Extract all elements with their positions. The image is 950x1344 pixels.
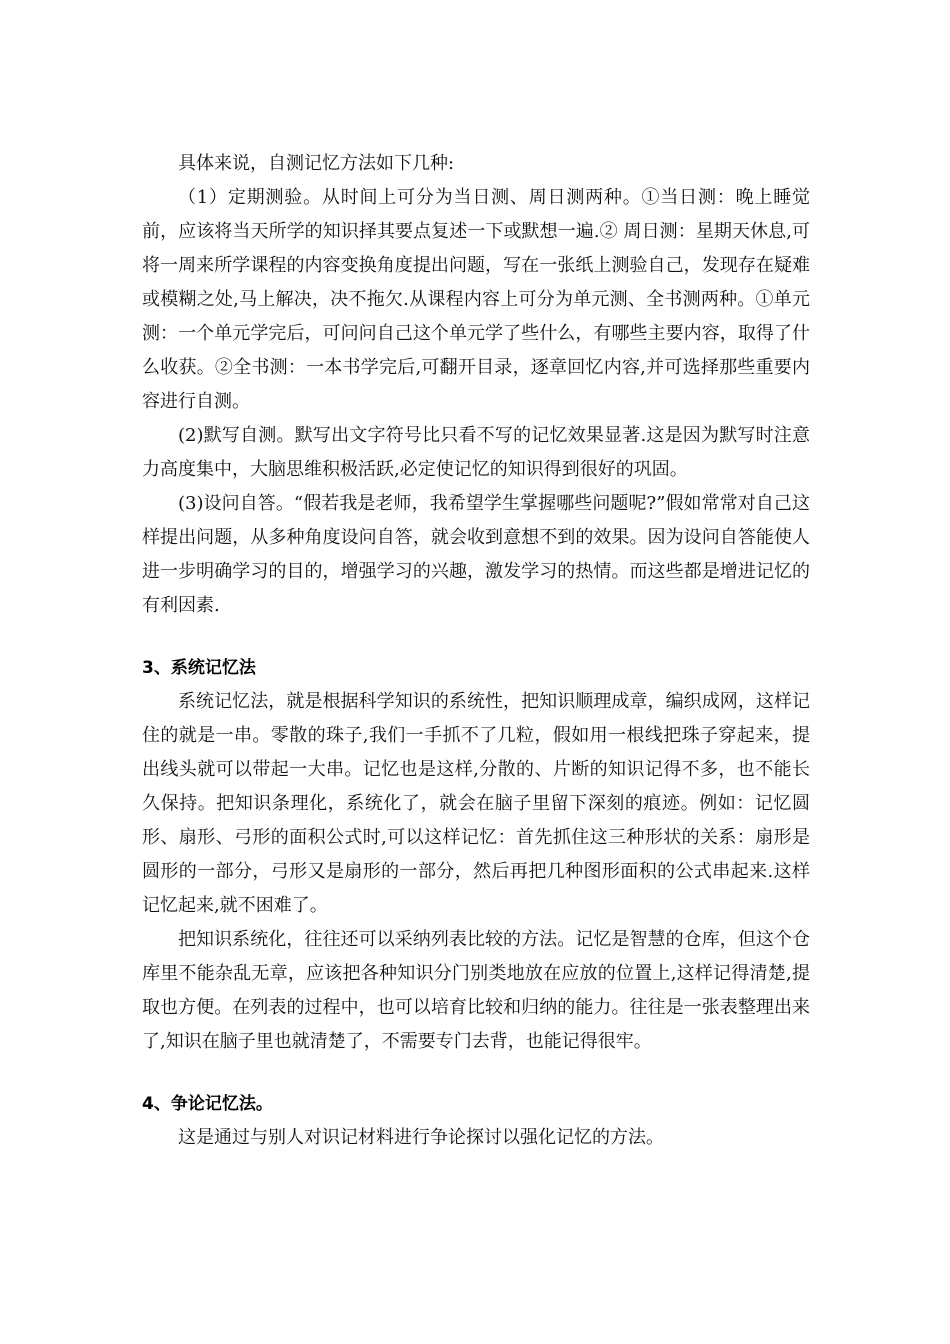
method-self-question-paragraph: (3)设问自答。“假若我是老师，我希望学生掌握哪些问题呢?”假如常常对自己这样提出问题，从多种角度设问自答，就会收到意想不到的效果。因为设问自答能使人进一步明确学习的目的，增强学习的兴趣，激发学习的热情。而这些都是增进记忆的有利因素. [142, 493, 810, 616]
section-spacer [142, 623, 810, 651]
section-spacer [142, 1059, 810, 1087]
document-body [142, 147, 810, 1155]
section-heading-system-memory: 3、系统记忆法 [142, 658, 256, 678]
intro-paragraph: 具体来说，自测记忆方法如下几种: [178, 153, 455, 174]
section-heading-debate-memory: 4、争论记忆法。 [142, 1094, 273, 1114]
system-memory-paragraph-2: 把知识系统化，往往还可以采纳列表比较的方法。记忆是智慧的仓库，但这个仓库里不能杂乱无章，应该把各种知识分门别类地放在应放的位置上,这样记得清楚,提取也方便。在列表的过程中，也可以培育比较和归纳的能力。往往是一张表整理出来了,知识在脑子里也就清楚了，不需要专门去背，也能记得很牢。 [142, 929, 810, 1052]
system-memory-paragraph-1: 系统记忆法，就是根据科学知识的系统性，把知识顺理成章，编织成网，这样记住的就是一串。零散的珠子,我们一手抓不了几粒，假如用一根线把珠子穿起来，提出线头就可以带起一大串。记忆也是这样,分散的、片断的知识记得不多，也不能长久保持。把知识条理化，系统化了，就会在脑子里留下深刻的痕迹。例如：记忆圆形、扇形、弓形的面积公式时,可以这样记忆：首先抓住这三种形状的关系：扇形是圆形的一部分，弓形又是扇形的一部分，然后再把几种图形面积的公式串起来.这样记忆起来,就不困难了。 [142, 691, 810, 916]
method-regular-test-paragraph: （1）定期测验。从时间上可分为当日测、周日测两种。①当日测：晚上睡觉前，应该将当天所学的知识择其要点复述一下或默想一遍.② 周日测：星期天休息,可将一周来所学课程的内容变换角度提出问题，写在一张纸上测验自己，发现存在疑难或模糊之处,马上解决，决不拖欠.从课程内容上可分为单元测、全书测两种。①单元测：一个单元学完后，可问问自己这个单元学了些什么，有哪些主要内容，取得了什么收获。②全书测：一本书学完后,可翻开目录，逐章回忆内容,并可选择那些重要内容进行自测。 [142, 187, 810, 412]
method-dictation-paragraph: (2)默写自测。默写出文字符号比只看不写的记忆效果显著.这是因为默写时注意力高度集中，大脑思维积极活跃,必定使记忆的知识得到很好的巩固。 [142, 425, 810, 480]
debate-memory-paragraph: 这是通过与别人对识记材料进行争论探讨以强化记忆的方法。 [178, 1127, 664, 1148]
